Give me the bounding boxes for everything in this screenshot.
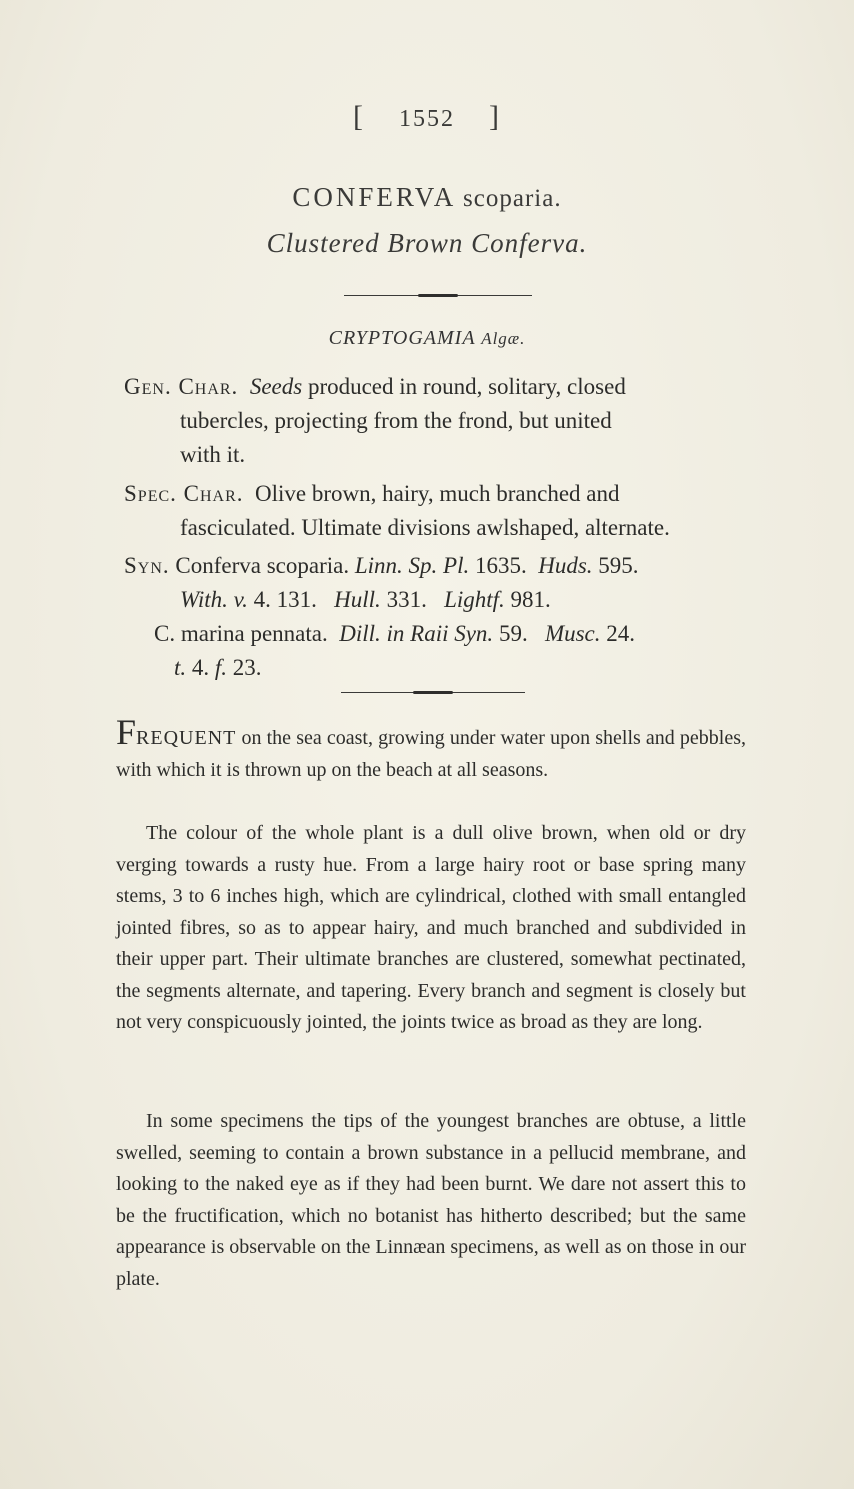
syn-ref4a-num: 4. <box>191 655 210 680</box>
common-name: Clustered Brown Conferva. <box>266 228 588 258</box>
paragraph-1 <box>116 712 747 786</box>
paragraph-2 <box>116 818 746 1039</box>
title-species: scoparia. <box>463 185 562 212</box>
spec-char-label: Spec. Char. <box>124 481 244 506</box>
classification <box>0 327 854 350</box>
syn-ref3b-num: 24. <box>606 621 636 646</box>
syn-ref2c-num: 981. <box>510 587 551 612</box>
title-genus: CONFERVA <box>292 182 457 212</box>
gen-char-seeds: Seeds <box>249 374 303 399</box>
bracket-open: [ <box>353 100 365 133</box>
syn-ref2c: Lightf. <box>444 587 505 612</box>
gen-char-label: Gen. Char. <box>124 374 239 399</box>
ornamental-rule-top <box>344 295 532 296</box>
drop-cap: F <box>116 712 137 752</box>
paragraph-2-text: The colour of the whole plant is a dull olive brown, when old or dry verging towards a rusty hue. From a large hairy root or base spring many stems, 3 to 6 inches high, which are cylindrical, clothed with small entangled jointed fibres, so as to appear hairy, and much branched and subdivided in their upper part. Their ultimate branches are clustered, somewhat pectinated, the segments alternate, and tapering. Every branch and segment is closely but not very conspicuously jointed, the joints twice as broad as they are long. <box>116 822 746 1033</box>
syn-ref1a: Linn. Sp. Pl. <box>354 553 470 578</box>
ornamental-rule-bottom <box>341 692 525 693</box>
specific-character <box>124 477 750 545</box>
spec-char-line2: fasciculated. Ultimate divisions awlshaped, alternate. <box>180 515 670 540</box>
bracket-close: ] <box>489 100 501 133</box>
generic-character <box>124 370 750 472</box>
syn-ref4b: f. <box>214 655 228 680</box>
syn-name1: Conferva scoparia. <box>175 553 350 578</box>
syn-ref4a: t. <box>174 655 187 680</box>
paragraph-3-text: In some specimens the tips of the youngest branches are obtuse, a little swelled, seeming to contain a brown substance in a pellucid membrane, and looking to the naked eye as if they had been burnt. We dare not assert this to be the fructification, which no botanist has hitherto described; but the same appearance is observable on the Linnæan specimens, as well as on those in our plate. <box>116 1110 746 1290</box>
page-title <box>0 182 854 213</box>
first-word: REQUENT <box>136 727 237 749</box>
syn-ref4b-num: 23. <box>232 655 262 680</box>
syn-ref2b: Hull. <box>334 587 381 612</box>
paragraph-3 <box>116 1106 746 1295</box>
syn-ref1a-num: 1635. <box>474 553 527 578</box>
syn-ref1b-num: 595. <box>598 553 639 578</box>
class-name: CRYPTOGAMIA <box>328 327 476 349</box>
spec-char-line1: Olive brown, hairy, much branched and <box>255 481 620 506</box>
syn-ref2a-num: 4. 131. <box>253 587 317 612</box>
synonyms <box>124 549 750 685</box>
gen-char-line3: with it. <box>180 442 246 467</box>
syn-ref3a-num: 59. <box>498 621 528 646</box>
paragraph-1-text: on the sea coast, growing under water upon shells and pebbles, with which it is thrown up on the beach at all seasons. <box>116 727 747 781</box>
order-name: Algæ. <box>481 329 526 348</box>
syn-ref3b: Musc. <box>544 621 601 646</box>
plate-number-value: 1552 <box>399 106 455 132</box>
syn-ref1b: Huds. <box>538 553 593 578</box>
syn-label: Syn. <box>124 553 170 578</box>
syn-ref2a: With. v. <box>180 587 248 612</box>
plate-number <box>0 100 854 134</box>
gen-char-line1: produced in round, solitary, closed <box>307 374 626 399</box>
syn-ref3a: Dill. in Raii Syn. <box>339 621 494 646</box>
gen-char-line2: tubercles, projecting from the frond, but united <box>180 408 612 433</box>
syn-name2: C. marina pennata. <box>154 621 328 646</box>
syn-ref2b-num: 331. <box>386 587 427 612</box>
